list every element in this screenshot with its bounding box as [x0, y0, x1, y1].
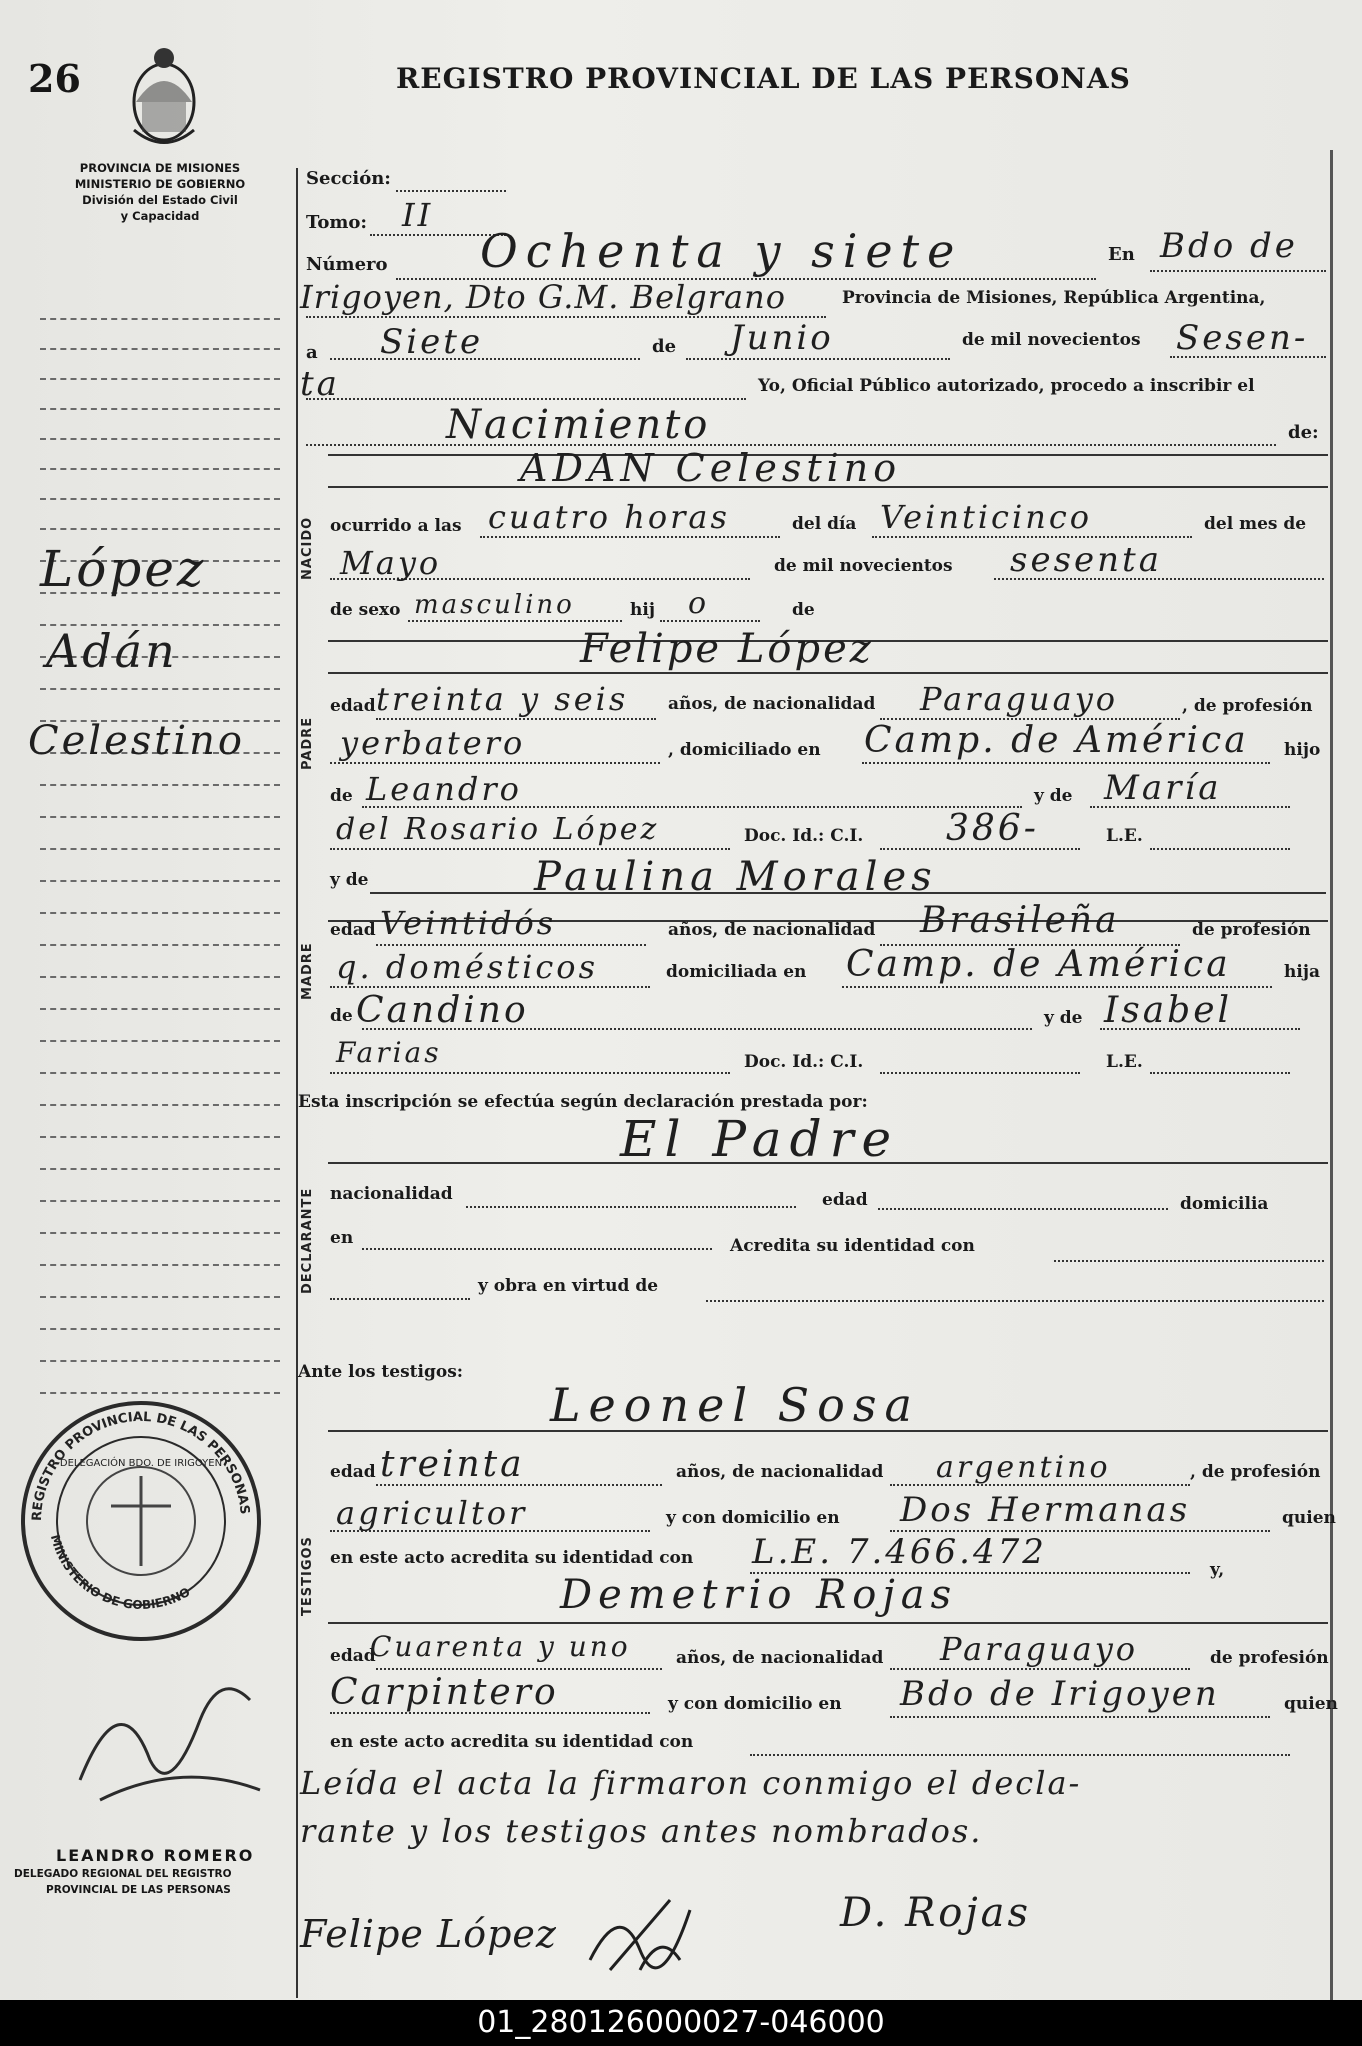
- value-anio-nac: sesenta: [1010, 540, 1162, 580]
- label-anos-nac2: años, de nacionalidad: [668, 920, 876, 940]
- label-domiciliada-en: domiciliada en: [666, 962, 807, 982]
- label-numero: Número: [306, 254, 388, 275]
- value-padre-prof: yerbatero: [340, 724, 526, 762]
- value-madre-nac: Brasileña: [920, 900, 1120, 941]
- signature-scribble: [580, 1890, 700, 1980]
- label-edad3: edad: [822, 1190, 868, 1210]
- side-label-nacido: NACIDO: [300, 516, 315, 580]
- label-seccion: Sección:: [306, 168, 391, 189]
- label-edad: edad: [330, 696, 376, 716]
- label-y-de2: y de: [330, 870, 369, 890]
- value-sexo: masculino: [414, 590, 575, 620]
- label-edad4: edad: [330, 1462, 376, 1482]
- label-de: de: [652, 336, 677, 357]
- closing-line-2: rante y los testigos antes nombrados.: [300, 1812, 983, 1850]
- value-abuela-m-b: Farias: [336, 1036, 442, 1069]
- svg-text:MINISTERIO DE GOBIERNO: [48, 1533, 193, 1612]
- label-doc-id: Doc. Id.: C.I.: [744, 826, 864, 846]
- label-hija: hija: [1284, 962, 1320, 982]
- page-title: REGISTRO PROVINCIAL DE LAS PERSONAS: [396, 62, 1131, 95]
- value-t2-nac: Paraguayo: [940, 1630, 1139, 1668]
- value-t2-dom: Bdo de Irigoyen: [900, 1674, 1220, 1714]
- official-title-2: PROVINCIAL DE LAS PERSONAS: [46, 1884, 231, 1896]
- value-madre-prof: q. domésticos: [336, 948, 598, 986]
- form-left-rule: [296, 168, 298, 1998]
- value-abuelo-p: Leandro: [366, 770, 522, 808]
- official-name: LEANDRO ROMERO: [56, 1846, 255, 1865]
- value-lugar: Irigoyen, Dto G.M. Belgrano: [300, 278, 786, 316]
- label-del-mes: del mes de: [1204, 514, 1307, 534]
- value-dia: Siete: [380, 322, 484, 362]
- value-padre-doc: 386-: [946, 808, 1039, 849]
- label-en: En: [1108, 244, 1135, 265]
- value-padre-dom: Camp. de América: [864, 720, 1249, 761]
- value-madre-edad: Veintidós: [380, 904, 557, 942]
- value-padre-nac: Paraguayo: [920, 680, 1119, 718]
- margin-name-surname: López: [40, 540, 207, 598]
- org-line: PROVINCIA DE MISIONES: [79, 161, 241, 175]
- label-nacionalidad: nacionalidad: [330, 1184, 453, 1204]
- label-y-de3: y de: [1044, 1008, 1083, 1028]
- side-label-declarante: DECLARANTE: [300, 1187, 315, 1294]
- stamp-inner-text: DELEGACIÓN BDO. DE IRIGOYEN: [59, 1458, 223, 1469]
- label-edad2: edad: [330, 920, 376, 940]
- stamp-bottom-text: MINISTERIO DE GOBIERNO: [47, 1533, 193, 1613]
- label-de-sexo: de sexo: [330, 600, 401, 620]
- label-ante-testigos: Ante los testigos:: [298, 1362, 464, 1382]
- label-de2: de: [792, 600, 815, 620]
- value-anio-a: Sesen-: [1176, 318, 1309, 358]
- value-t1-nac: argentino: [936, 1450, 1111, 1485]
- label-anos-nac: años, de nacionalidad: [668, 694, 876, 714]
- label-en2: en: [330, 1228, 354, 1248]
- value-t2-prof: Carpintero: [330, 1672, 559, 1713]
- label-quien2: quien: [1284, 1694, 1338, 1714]
- page-number: 26: [28, 56, 81, 101]
- label-edad5: edad: [330, 1646, 376, 1666]
- org-line: División del Estado Civil: [82, 193, 238, 207]
- footer-code: 01_280126000027-046000: [0, 2000, 1362, 2046]
- label-tomo: Tomo:: [306, 212, 368, 233]
- value-hora: cuatro horas: [488, 498, 730, 536]
- label-y-con-dom2: y con domicilio en: [668, 1694, 842, 1714]
- value-acto: Nacimiento: [446, 402, 711, 448]
- label-oficial: Yo, Oficial Público autorizado, procedo a inscribir el: [758, 376, 1255, 396]
- coat-of-arms-icon: [124, 40, 204, 150]
- value-numero: Ochenta y siete: [480, 224, 963, 278]
- label-y-de: y de: [1034, 786, 1073, 806]
- label-de-profesion4: de profesión: [1210, 1648, 1329, 1668]
- value-t1-prof: agricultor: [336, 1494, 528, 1532]
- official-title-1: DELEGADO REGIONAL DEL REGISTRO: [14, 1868, 232, 1880]
- value-declarante: El Padre: [620, 1110, 900, 1168]
- label-ocurrido: ocurrido a las: [330, 516, 462, 536]
- label-domiciliado-en: , domiciliado en: [668, 740, 821, 760]
- value-abuela-p-a: María: [1104, 768, 1222, 808]
- value-abuela-p-b: del Rosario López: [336, 812, 660, 847]
- value-hij-suffix: o: [688, 586, 710, 621]
- label-le: L.E.: [1106, 826, 1143, 846]
- label-y-obra: y obra en virtud de: [478, 1276, 659, 1296]
- value-mes-nac: Mayo: [340, 544, 442, 582]
- label-quien: quien: [1282, 1508, 1336, 1528]
- value-nombre: ADAN Celestino: [520, 446, 902, 490]
- label-domicilia: domicilia: [1180, 1194, 1269, 1214]
- value-mes: Junio: [730, 318, 834, 358]
- value-tomo: II: [402, 196, 434, 234]
- side-label-padre: PADRE: [300, 716, 315, 770]
- value-t1-doc: L.E. 7.466.472: [752, 1532, 1047, 1572]
- closing-line-1: Leída el acta la firmaron conmigo el decla-: [300, 1764, 1082, 1802]
- value-testigo2: Demetrio Rojas: [560, 1572, 958, 1618]
- value-t1-dom: Dos Hermanas: [900, 1490, 1191, 1530]
- stamp-ring-text: REGISTRO PROVINCIAL DE LAS PERSONAS: [29, 1409, 252, 1522]
- value-t1-edad: treinta: [380, 1444, 525, 1485]
- value-madre: Paulina Morales: [534, 854, 937, 900]
- value-en: Bdo de: [1160, 226, 1298, 266]
- signature-testigo: D. Rojas: [840, 1890, 1032, 1936]
- value-madre-dom: Camp. de América: [846, 944, 1231, 985]
- label-le2: L.E.: [1106, 1052, 1143, 1072]
- label-acredita: Acredita su identidad con: [730, 1236, 975, 1256]
- label-de-mil: de mil novecientos: [962, 330, 1141, 350]
- value-testigo1: Leonel Sosa: [550, 1378, 920, 1432]
- label-doc-id2: Doc. Id.: C.I.: [744, 1052, 864, 1072]
- label-anos-nac4: años, de nacionalidad: [676, 1648, 884, 1668]
- label-anos-nac3: años, de nacionalidad: [676, 1462, 884, 1482]
- value-padre-edad: treinta y seis: [376, 680, 629, 718]
- official-stamp: [16, 1396, 266, 1646]
- org-line: y Capacidad: [120, 209, 200, 223]
- label-de3: de: [330, 786, 353, 806]
- form-right-rule: [1330, 150, 1333, 2000]
- value-padre: Felipe López: [580, 626, 874, 672]
- label-en-este-acto2: en este acto acredita su identidad con: [330, 1732, 694, 1752]
- organization-block: [40, 160, 280, 224]
- value-anio-b: ta: [300, 364, 340, 404]
- label-hij: hij: [630, 600, 655, 620]
- label-de4: de: [330, 1006, 353, 1026]
- label-de-profesion2: de profesión: [1192, 920, 1311, 940]
- side-label-testigos: TESTIGOS: [300, 1536, 315, 1616]
- label-de-colon: de:: [1288, 422, 1319, 443]
- label-de-profesion3: , de profesión: [1190, 1462, 1321, 1482]
- label-de-profesion: , de profesión: [1182, 696, 1313, 716]
- value-t2-edad: Cuarenta y uno: [370, 1630, 631, 1663]
- side-label-madre: MADRE: [300, 942, 315, 1000]
- label-hijo: hijo: [1284, 740, 1321, 760]
- label-provincia: Provincia de Misiones, República Argentina,: [842, 288, 1266, 308]
- value-abuela-m-a: Isabel: [1104, 990, 1233, 1031]
- label-y-comma: y,: [1210, 1560, 1225, 1580]
- label-y-con-dom: y con domicilio en: [666, 1508, 840, 1528]
- label-inscripcion: Esta inscripción se efectúa según declaración prestada por:: [298, 1092, 868, 1112]
- official-signature: [60, 1640, 280, 1820]
- signature-padre: Felipe López: [300, 1912, 557, 1956]
- label-en-este-acto: en este acto acredita su identidad con: [330, 1548, 694, 1568]
- label-de-mil2: de mil novecientos: [774, 556, 953, 576]
- label-a: a: [306, 342, 318, 363]
- margin-name-middle: Celestino: [28, 718, 245, 764]
- value-dia-nac: Veinticinco: [880, 498, 1092, 536]
- label-del-dia: del día: [792, 514, 857, 534]
- value-abuelo-m: Candino: [356, 990, 529, 1031]
- margin-name-first: Adán: [46, 624, 178, 678]
- org-line: MINISTERIO DE GOBIERNO: [74, 177, 246, 191]
